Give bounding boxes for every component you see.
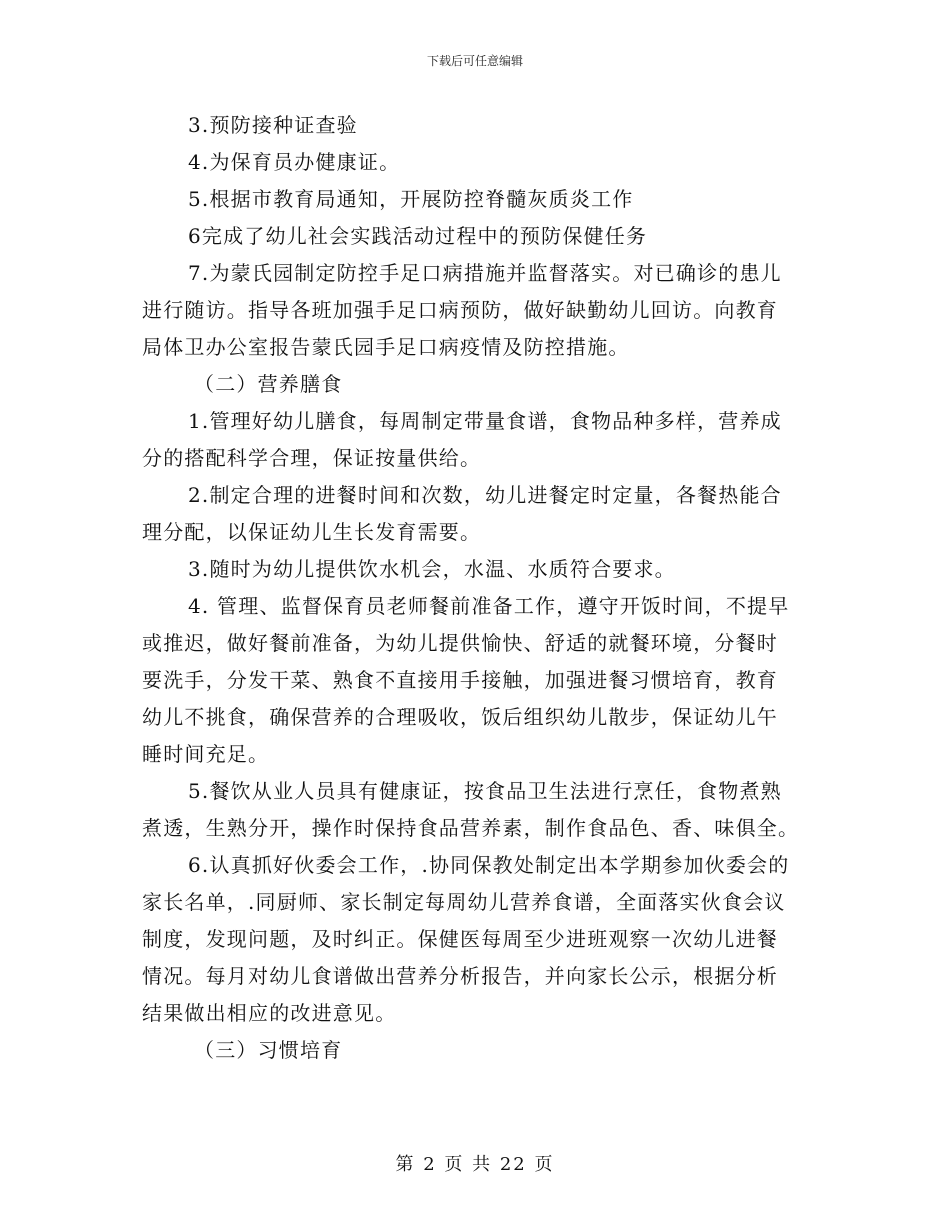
text-line: （三）习惯培育 [194,1038,343,1062]
text-line: 局体卫办公室报告蒙氏园手足口病疫情及防控措施。 [142,335,630,359]
text-line: 进行随访。指导各班加强手足口病预防，做好缺勤幼儿回访。向教育 [142,298,778,322]
text-line: 家长名单，.同厨师、家长制定每周幼儿营养食谱，全面落实伙食会议 [142,890,786,914]
text-line: 理分配，以保证幼儿生长发育需要。 [142,520,482,544]
text-line: 2.制定合理的进餐时间和次数，幼儿进餐定时定量，各餐热能合 [188,483,782,507]
text-line: 6.认真抓好伙委会工作，.协同保教处制定出本学期参加伙委会的 [188,853,790,877]
text-line: 5.餐饮从业人员具有健康证，按食品卫生法进行烹任，食物煮熟 [188,779,782,803]
text-line: 3.随时为幼儿提供饮水机会，水温、水质符合要求。 [188,557,676,581]
text-line: 5.根据市教育局通知，开展防控脊髓灰质炎工作 [188,187,634,211]
text-line: 4. 管理、监督保育员老师餐前准备工作，遵守开饭时间，不提早 [188,594,790,618]
text-line: 3.预防接种证查验 [188,113,358,137]
text-line: 分的搭配科学合理，保证按量供给。 [142,446,482,470]
text-line: 情况。每月对幼儿食谱做出营养分析报告，并向家长公示，根据分析 [142,964,778,988]
page-number: 第 2 页 共 22 页 [395,1154,555,1175]
text-line: 要洗手，分发干菜、熟食不直接用手接触，加强进餐习惯培育，教育 [142,668,778,692]
text-line: 煮透，生熟分开，操作时保持食品营养素，制作食品色、香、味俱全。 [142,816,800,840]
text-line: 7.为蒙氏园制定防控手足口病措施并监督落实。对已确诊的患儿 [188,261,782,285]
text-line: （二）营养膳食 [194,372,343,396]
document-body [142,107,812,1069]
text-line: 1.管理好幼儿膳食，每周制定带量食谱，食物品种多样，营养成 [188,409,782,433]
text-line: 6完成了幼儿社会实践活动过程中的预防保健任务 [188,224,648,248]
text-line: 4.为保育员办健康证。 [188,150,401,174]
text-line: 结果做出相应的改进意见。 [142,1001,397,1025]
text-line: 制度，发现问题，及时纠正。保健医每周至少进班观察一次幼儿进餐 [142,927,778,951]
text-line: 或推迟，做好餐前准备，为幼儿提供愉快、舒适的就餐环境，分餐时 [142,631,778,655]
text-line: 睡时间充足。 [142,742,270,766]
page-header-note: 下载后可任意编辑 [426,54,523,68]
text-line: 幼儿不挑食，确保营养的合理吸收，饭后组织幼儿散步，保证幼儿午 [142,705,778,729]
